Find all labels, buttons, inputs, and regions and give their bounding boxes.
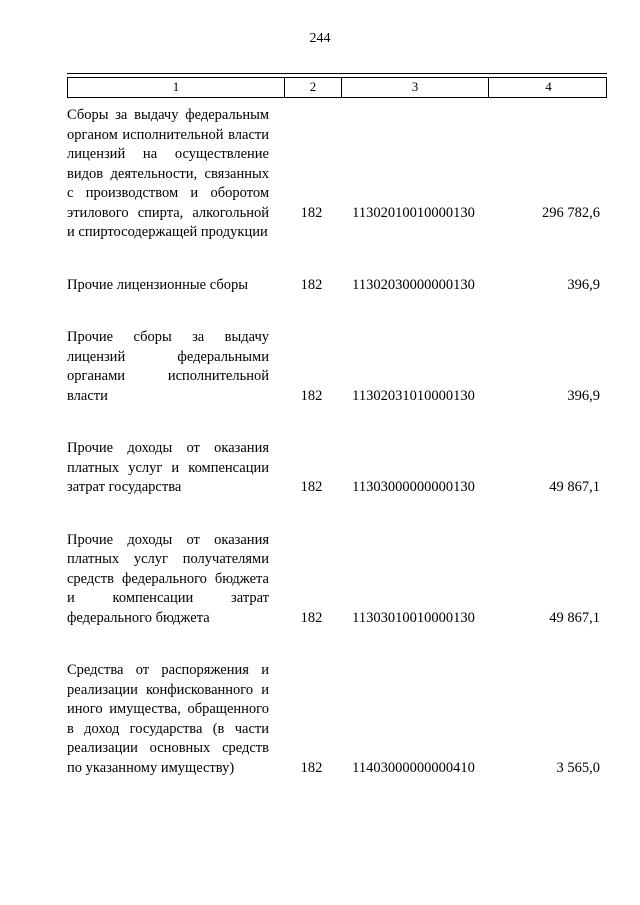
row-description: Средства от распоряжения и реализации конфискованного и иного имущества, обращенного в доход государства (в части реализации основных средств по указанному имуществу) — [67, 662, 269, 776]
revenue-table — [67, 73, 607, 778]
row-admin-code: 182 — [300, 609, 323, 626]
row-description: Сборы за выдачу федеральным органом исполнительной власти лицензий на осуществление видов деятельности, связанных с производством и оборотом этилового спирта, алкогольной и спиртосодержащей продукции — [67, 107, 269, 240]
table-row — [67, 328, 607, 406]
column-header-4: 4 — [488, 78, 608, 97]
table-row — [67, 439, 607, 498]
row-budget-code: 11302030000000130 — [352, 276, 475, 293]
row-amount: 396,9 — [567, 276, 600, 293]
row-budget-code: 11302010010000130 — [352, 204, 475, 221]
row-budget-code: 11302031010000130 — [352, 387, 475, 404]
row-description: Прочие доходы от оказания платных услуг получателями средств федерального бюджета и компенсации затрат федерального бюджета — [67, 531, 269, 626]
table-body — [67, 106, 607, 778]
row-amount: 49 867,1 — [549, 609, 600, 626]
row-admin-code: 182 — [300, 759, 323, 776]
column-header-2: 2 — [284, 78, 341, 97]
row-budget-code: 11403000000000410 — [352, 759, 475, 776]
table-row — [67, 661, 607, 778]
column-header-1: 1 — [172, 79, 180, 94]
row-admin-code: 182 — [300, 387, 323, 404]
row-amount: 49 867,1 — [549, 479, 600, 495]
table-row — [67, 106, 607, 243]
row-description: Прочие сборы за выдачу лицензий федеральными органами исполнительной власти — [67, 329, 269, 404]
table-row — [67, 276, 607, 296]
row-description: Прочие доходы от оказания платных услуг и компенсации затрат государства — [67, 440, 269, 495]
row-admin-code: 182 — [300, 479, 323, 495]
page-number: 244 — [309, 31, 331, 46]
column-header-3: 3 — [341, 78, 488, 97]
row-admin-code: 182 — [300, 276, 323, 293]
row-amount: 296 782,6 — [542, 204, 600, 221]
row-admin-code: 182 — [300, 204, 323, 221]
row-budget-code: 11303010010000130 — [352, 609, 475, 626]
row-amount: 396,9 — [567, 387, 600, 404]
row-amount: 3 565,0 — [556, 759, 600, 776]
table-row — [67, 531, 607, 629]
row-budget-code: 11303000000000130 — [352, 479, 475, 495]
row-description: Прочие лицензионные сборы — [67, 276, 248, 293]
table-header-row — [67, 77, 607, 98]
